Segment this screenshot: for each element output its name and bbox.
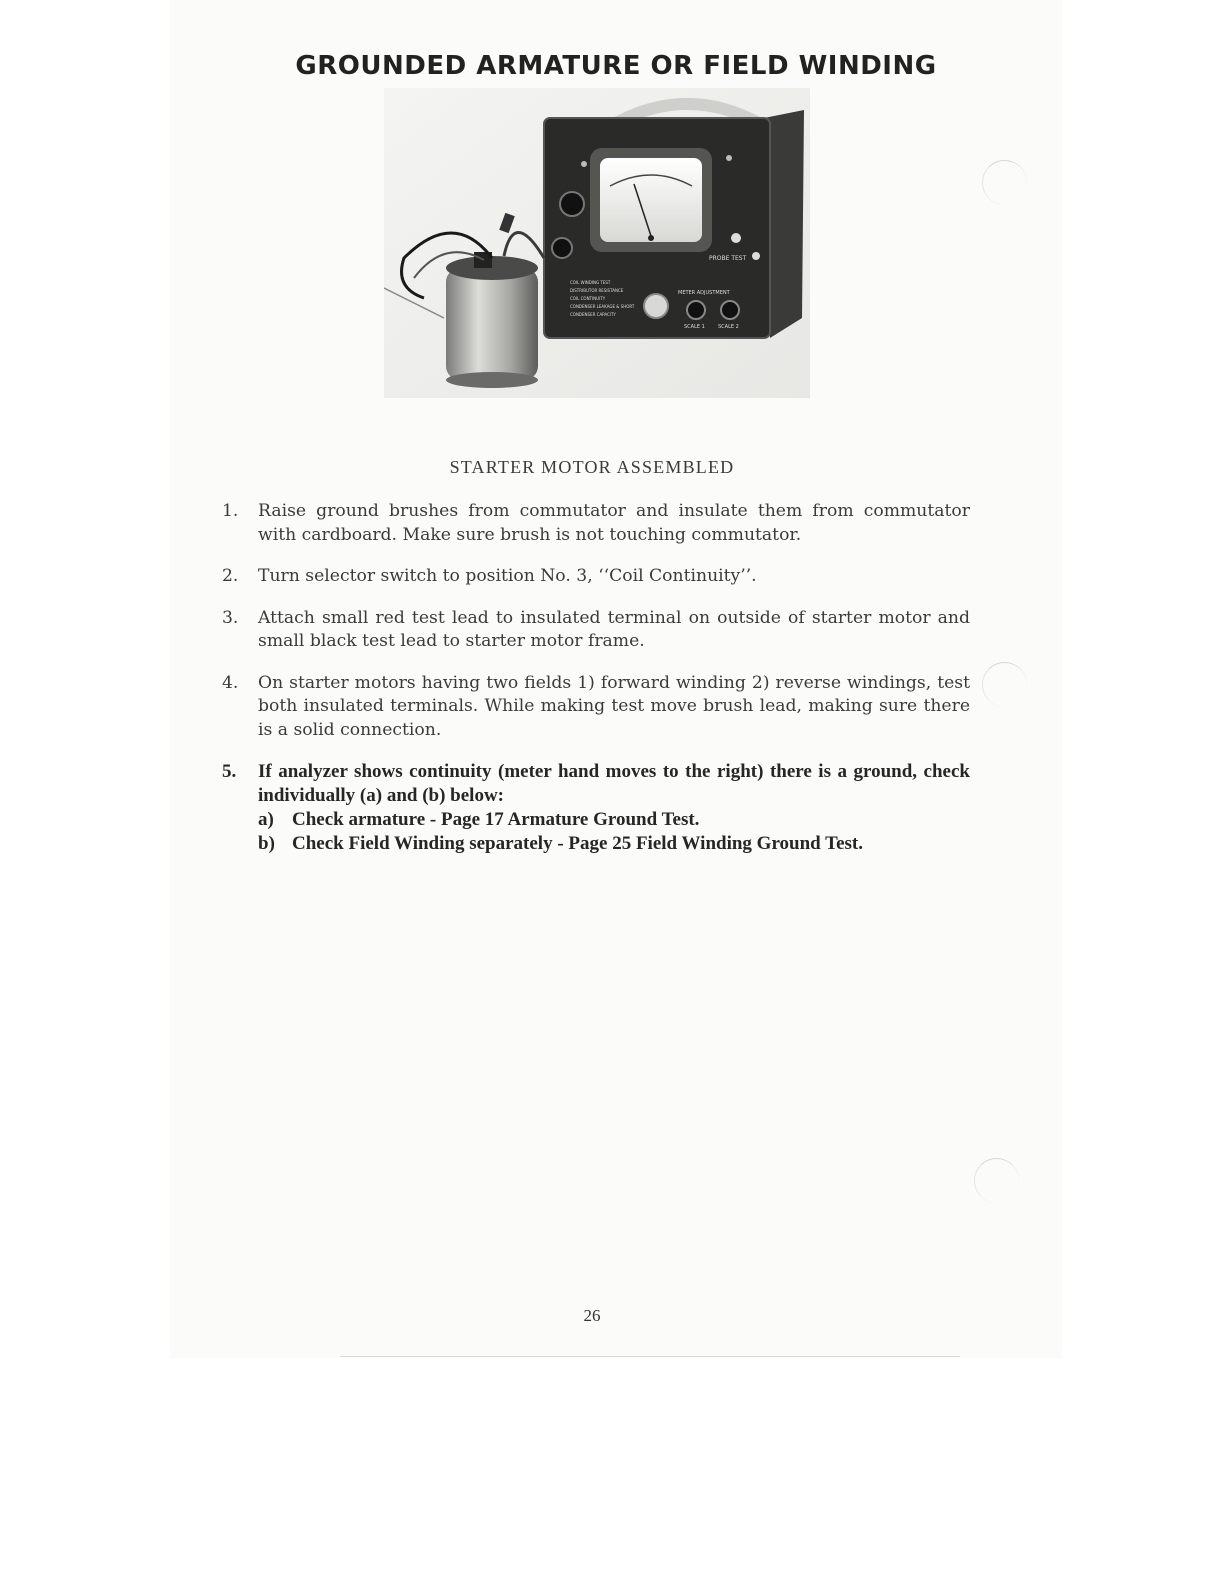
step-text: If analyzer shows continuity (meter hand moves to the right) there is a ground, check individually (a) and (b) below: [258, 761, 970, 806]
meter-face [600, 158, 702, 242]
step-text: Raise ground brushes from commutator and insulate them from commutator with cardboard. Make sure brush is not touching commutator. [258, 501, 970, 545]
step-5 [222, 760, 970, 856]
selector-label-4: CONDENSER LEAKAGE & SHORT [570, 304, 635, 309]
starter-motor-body [446, 268, 538, 380]
substep-text: Check Field Winding separately - Page 25 Field Winding Ground Test. [292, 833, 863, 854]
binder-hole-middle [982, 662, 1027, 707]
meter-adjustment-label: METER ADJUSTMENT [678, 290, 730, 296]
step-number: 2. [222, 566, 239, 586]
scale-2-label: SCALE 2 [718, 324, 739, 330]
step-text: Turn selector switch to position No. 3, ‘‘Coil Continuity’’. [258, 566, 757, 586]
scale-1-label: SCALE 1 [684, 324, 705, 330]
selector-label-3: COIL CONTINUITY [570, 296, 606, 301]
step-1 [222, 500, 970, 547]
selector-label-2: DISTRIBUTOR RESISTANCE [570, 288, 624, 293]
instruction-list [222, 500, 970, 874]
binder-hole-top [982, 160, 1027, 205]
step-text: Attach small red test lead to insulated terminal on outside of starter motor and small black test lead to starter motor frame. [258, 607, 970, 651]
selector-label-1: COIL WINDING TEST [570, 280, 611, 285]
step-2 [222, 565, 970, 589]
step-3 [222, 607, 970, 654]
step-number: 3. [222, 607, 239, 628]
selector-label-5: CONDENSER CAPACITY [570, 312, 616, 317]
substep-label: b) [258, 833, 275, 854]
push-button [644, 294, 668, 318]
binder-hole-bottom [974, 1158, 1019, 1203]
adjust-knob [552, 238, 572, 258]
selector-knob [560, 192, 584, 216]
probe-test-label: PROBE TEST [709, 255, 747, 262]
step-number: 5. [222, 761, 237, 782]
scale-1-knob [687, 301, 705, 319]
substep-text: Check armature - Page 17 Armature Ground Test. [292, 809, 700, 830]
substep-a [258, 808, 970, 832]
step-number: 4. [222, 672, 239, 693]
figure-caption: STARTER MOTOR ASSEMBLED [449, 457, 735, 477]
step-text: On starter motors having two fields 1) forward winding 2) reverse windings, test both insulated terminals. While making test move brush lead, making sure there is a solid connection. [258, 672, 970, 740]
page-title: GROUNDED ARMATURE OR FIELD WINDING [295, 51, 937, 82]
scale-2-knob [721, 301, 739, 319]
probe-jack [731, 233, 741, 243]
substep-label: a) [258, 809, 274, 830]
analyzer-photo [384, 88, 810, 398]
sheet-edge [340, 1356, 960, 1357]
step-number: 1. [222, 501, 239, 521]
substep-b [258, 832, 970, 856]
step-4 [222, 672, 970, 743]
page-number: 26 [583, 1306, 601, 1325]
